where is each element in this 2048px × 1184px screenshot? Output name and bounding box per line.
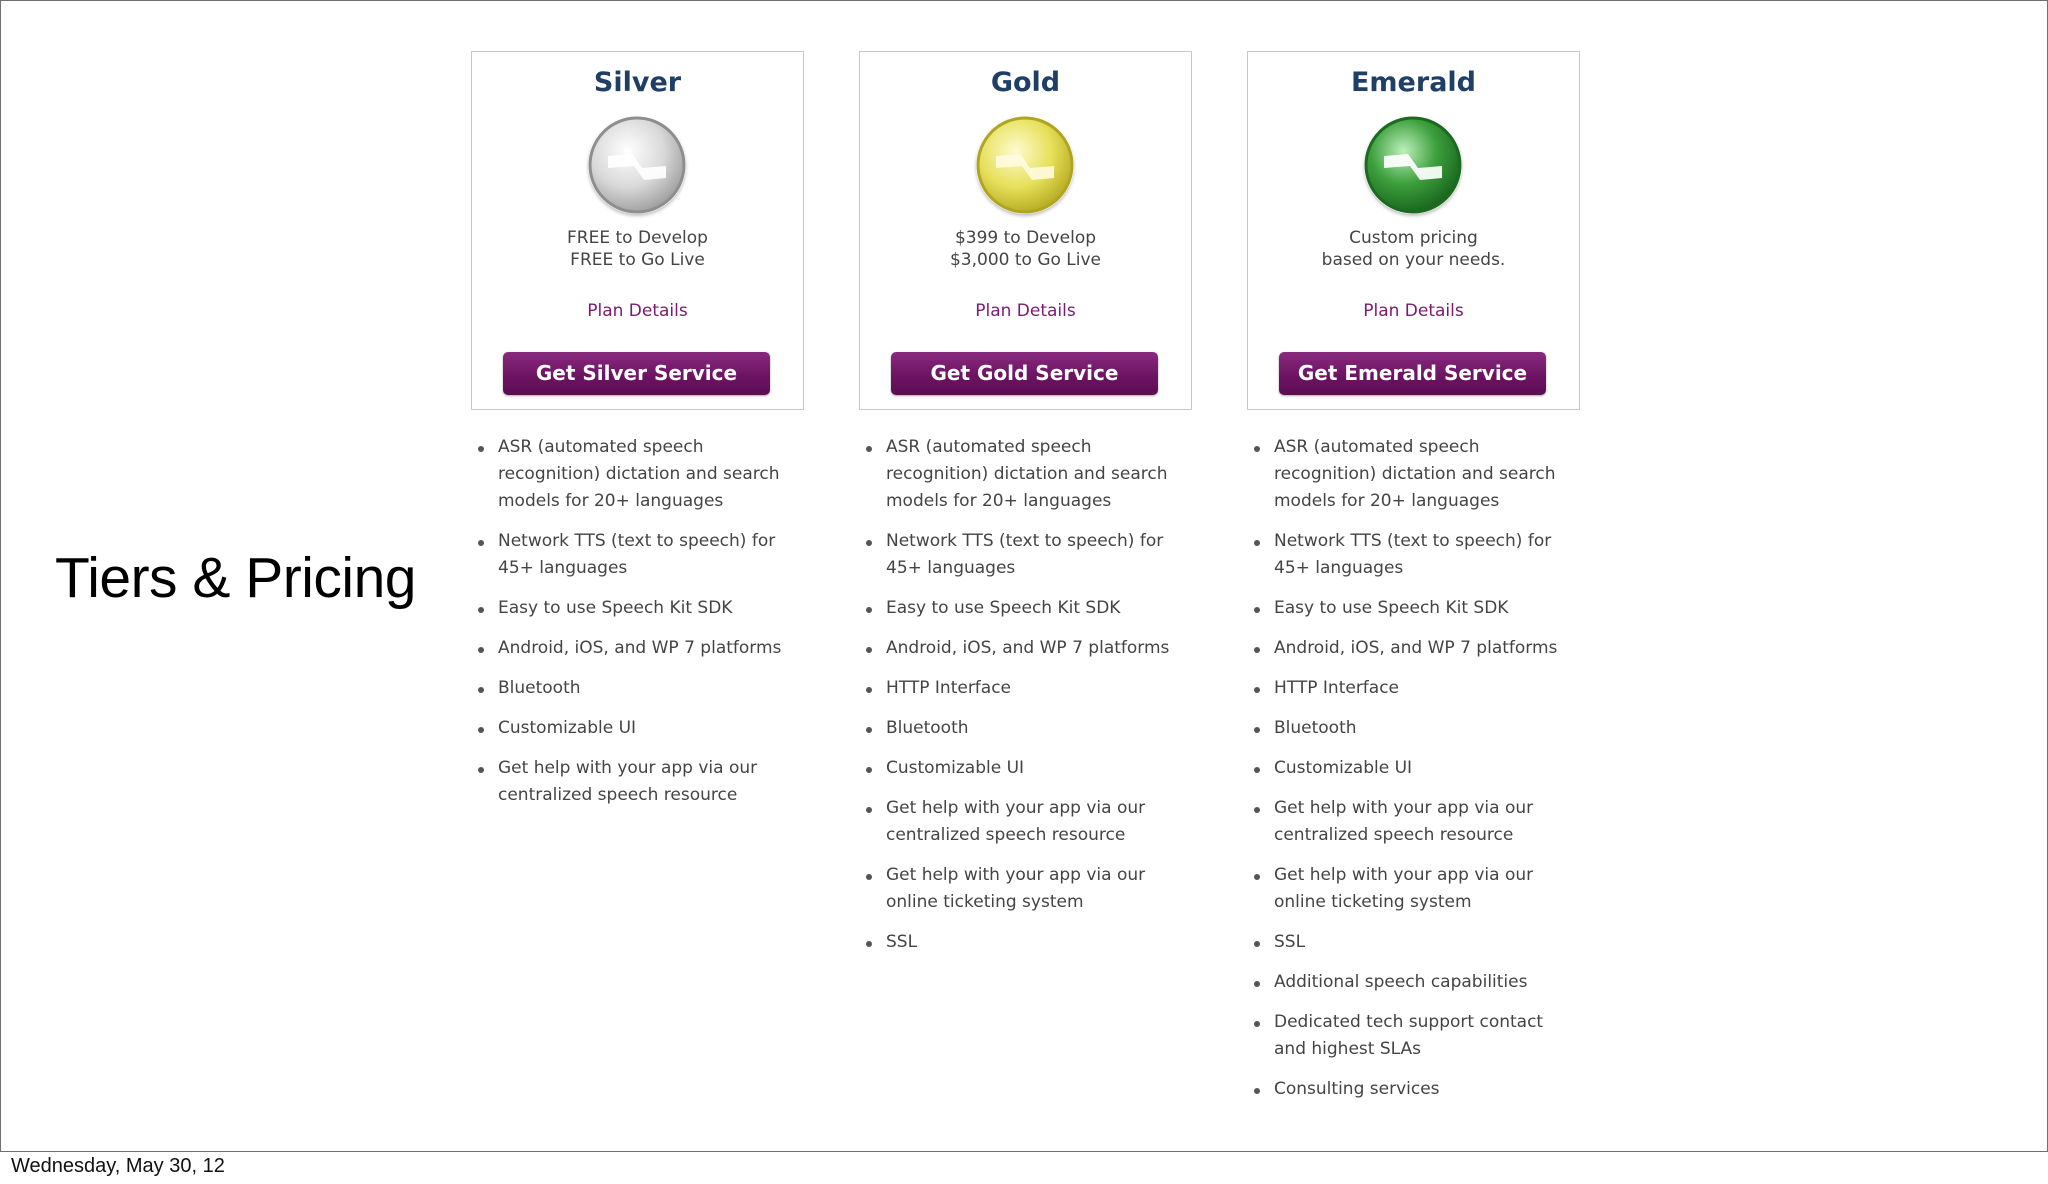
feature-item: Customizable UI: [859, 755, 1192, 782]
feature-item: Dedicated tech support contact and highest SLAs: [1247, 1009, 1580, 1063]
feature-list: [471, 434, 804, 822]
feature-item: Customizable UI: [1247, 755, 1580, 782]
feature-item: Customizable UI: [471, 715, 804, 742]
feature-list: [859, 434, 1192, 969]
feature-item: Android, iOS, and WP 7 platforms: [471, 635, 804, 662]
feature-item: Easy to use Speech Kit SDK: [1247, 595, 1580, 622]
tier-name: Emerald: [1350, 67, 1476, 98]
feature-item: SSL: [1247, 929, 1580, 956]
tier-name: Gold: [990, 67, 1061, 98]
feature-item: Consulting services: [1247, 1076, 1580, 1103]
get-gold-service-button[interactable]: Get Gold Service: [891, 352, 1158, 395]
gold-arrows-badge-icon: [976, 116, 1074, 214]
price-develop: $399 to Develop: [954, 228, 1097, 248]
feature-list: [1247, 434, 1580, 1116]
emerald-arrows-badge-icon: [1364, 116, 1462, 214]
plan-details-link[interactable]: Plan Details: [975, 301, 1076, 321]
feature-item: Get help with your app via our centralized speech resource: [471, 755, 804, 809]
feature-item: SSL: [859, 929, 1192, 956]
feature-item: Easy to use Speech Kit SDK: [471, 595, 804, 622]
feature-item: Get help with your app via our centralized speech resource: [1247, 795, 1580, 849]
plan-details-link[interactable]: Plan Details: [587, 301, 688, 321]
get-silver-service-button[interactable]: Get Silver Service: [503, 352, 770, 395]
feature-item: Android, iOS, and WP 7 platforms: [1247, 635, 1580, 662]
feature-item: Get help with your app via our centralized speech resource: [859, 795, 1192, 849]
feature-item: HTTP Interface: [1247, 675, 1580, 702]
feature-item: Bluetooth: [859, 715, 1192, 742]
slide-title: Tiers & Pricing: [55, 546, 416, 610]
price-develop: FREE to Develop: [567, 228, 708, 248]
footer-date: Wednesday, May 30, 12: [11, 1155, 225, 1177]
tier-name: Silver: [593, 67, 682, 98]
feature-item: Get help with your app via our online ticketing system: [1247, 862, 1580, 916]
price-go-live: $3,000 to Go Live: [949, 250, 1102, 270]
price-go-live: FREE to Go Live: [570, 250, 705, 270]
feature-item: Android, iOS, and WP 7 platforms: [859, 635, 1192, 662]
feature-item: Network TTS (text to speech) for 45+ languages: [1247, 528, 1580, 582]
price-develop: Custom pricing: [1349, 228, 1478, 248]
feature-item: Get help with your app via our online ticketing system: [859, 862, 1192, 916]
feature-item: Network TTS (text to speech) for 45+ languages: [859, 528, 1192, 582]
feature-item: Easy to use Speech Kit SDK: [859, 595, 1192, 622]
footer-bar: [0, 1152, 2048, 1184]
feature-item: Bluetooth: [471, 675, 804, 702]
silver-arrows-badge-icon: [588, 116, 686, 214]
feature-item: Network TTS (text to speech) for 45+ languages: [471, 528, 804, 582]
price-go-live: based on your needs.: [1321, 250, 1506, 270]
feature-item: ASR (automated speech recognition) dictation and search models for 20+ languages: [859, 434, 1192, 515]
feature-item: Bluetooth: [1247, 715, 1580, 742]
feature-item: Additional speech capabilities: [1247, 969, 1580, 996]
plan-details-link[interactable]: Plan Details: [1363, 301, 1464, 321]
feature-item: HTTP Interface: [859, 675, 1192, 702]
feature-item: ASR (automated speech recognition) dictation and search models for 20+ languages: [1247, 434, 1580, 515]
get-emerald-service-button[interactable]: Get Emerald Service: [1279, 352, 1546, 395]
feature-item: ASR (automated speech recognition) dictation and search models for 20+ languages: [471, 434, 804, 515]
